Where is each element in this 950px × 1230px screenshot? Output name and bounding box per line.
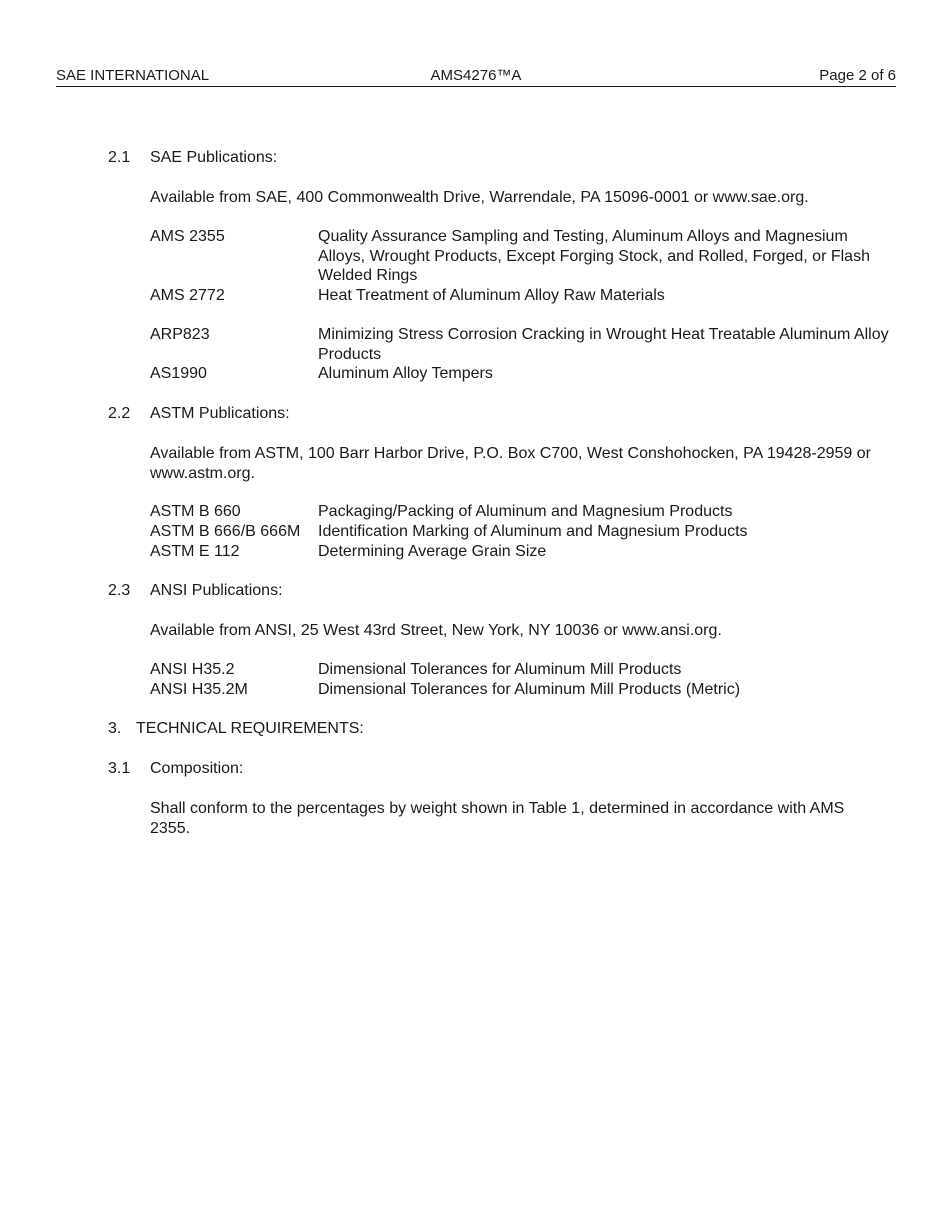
reference-row — [150, 542, 890, 562]
section-3-heading — [108, 719, 364, 739]
section-2-3-availability: Available from ANSI, 25 West 43rd Street, New York, NY 10036 or www.ansi.org. — [150, 622, 722, 639]
reference-title: Aluminum Alloy Tempers — [318, 365, 493, 382]
section-title: ASTM Publications: — [150, 405, 290, 422]
page-header — [56, 66, 896, 87]
section-2-2-heading — [108, 404, 290, 424]
section-3-1-text: Shall conform to the percentages by weight shown in Table 1, determined in accordance with AMS 2355. — [150, 800, 845, 837]
reference-row — [150, 364, 890, 384]
section-title: TECHNICAL REQUIREMENTS: — [136, 720, 364, 737]
reference-title: Dimensional Tolerances for Aluminum Mill Products (Metric) — [318, 681, 741, 698]
section-2-3-heading — [108, 581, 283, 601]
reference-code: ANSI H35.2M — [150, 681, 248, 698]
reference-code: AMS 2355 — [150, 228, 225, 245]
section-title: ANSI Publications: — [150, 582, 283, 599]
section-number: 2.3 — [108, 582, 131, 599]
reference-title: Quality Assurance Sampling and Testing, Aluminum Alloys and Magnesium Alloys, Wrought Products, Except Forging Stock, and Rolled, Forged, or Flash Welded Rings — [318, 228, 870, 284]
reference-row — [150, 660, 890, 680]
section-title: Composition: — [150, 760, 244, 777]
section-2-2-availability: Available from ASTM, 100 Barr Harbor Drive, P.O. Box C700, West Conshohocken, PA 19428-2959 or www.astm.org. — [150, 445, 871, 482]
reference-code: ASTM B 660 — [150, 503, 241, 520]
reference-title: Packaging/Packing of Aluminum and Magnesium Products — [318, 503, 733, 520]
section-number: 3.1 — [108, 760, 131, 777]
reference-code: AMS 2772 — [150, 287, 225, 304]
reference-code: ASTM E 112 — [150, 543, 240, 560]
section-title: SAE Publications: — [150, 149, 278, 166]
section-number: 3. — [108, 720, 122, 737]
reference-row — [150, 325, 890, 364]
reference-code: ANSI H35.2 — [150, 661, 235, 678]
reference-row — [150, 227, 890, 286]
reference-row — [150, 502, 890, 522]
section-2-1-availability: Available from SAE, 400 Commonwealth Drive, Warrendale, PA 15096-0001 or www.sae.org. — [150, 189, 809, 206]
reference-code: AS1990 — [150, 365, 207, 382]
reference-row — [150, 286, 890, 306]
reference-title: Dimensional Tolerances for Aluminum Mill Products — [318, 661, 682, 678]
reference-code: ARP823 — [150, 326, 210, 343]
header-document-number: AMS4276™A — [430, 67, 522, 84]
header-organization: SAE INTERNATIONAL — [56, 67, 210, 84]
section-number: 2.1 — [108, 149, 131, 166]
reference-title: Heat Treatment of Aluminum Alloy Raw Materials — [318, 287, 665, 304]
header-page-number: Page 2 of 6 — [819, 67, 896, 84]
section-2-1-heading — [108, 148, 277, 168]
reference-title: Identification Marking of Aluminum and Magnesium Products — [318, 523, 748, 540]
reference-title: Minimizing Stress Corrosion Cracking in Wrought Heat Treatable Aluminum Alloy Products — [318, 326, 889, 363]
section-3-1-heading — [108, 759, 243, 779]
section-number: 2.2 — [108, 405, 131, 422]
reference-title: Determining Average Grain Size — [318, 543, 547, 560]
reference-row — [150, 680, 890, 700]
reference-row — [150, 522, 890, 542]
reference-code: ASTM B 666/B 666M — [150, 523, 301, 540]
